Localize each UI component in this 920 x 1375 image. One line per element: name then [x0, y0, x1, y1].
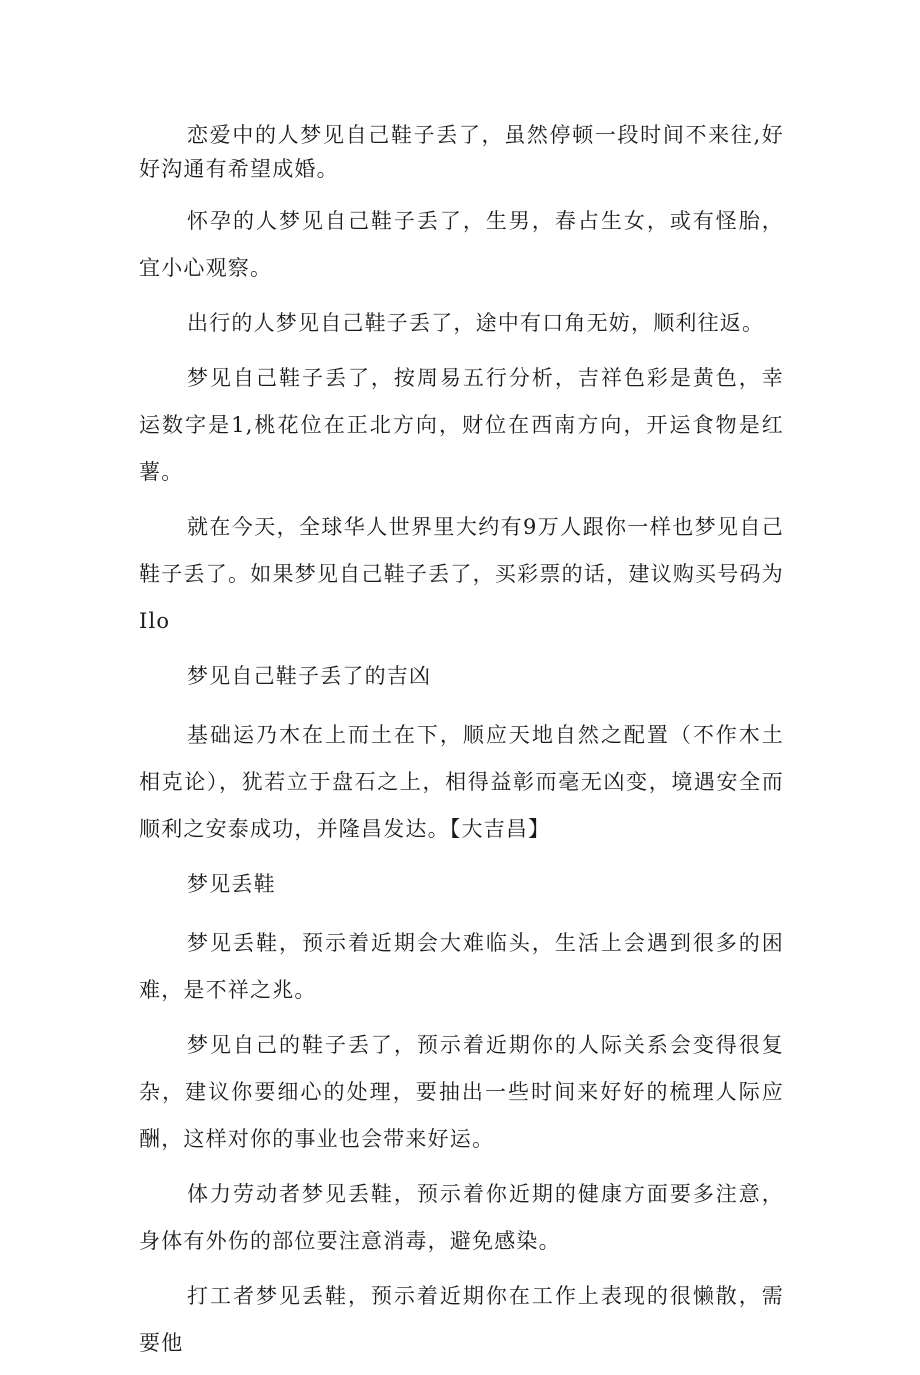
paragraph-basic-fortune: 基础运乃木在上而土在下，顺应天地自然之配置（不作木土相克论），犹若立于盘石之上，相得益彰而毫无凶变，境遇安全而顺利之安泰成功，并隆昌发达。【大吉昌】 [139, 723, 784, 841]
paragraph-love: 恋爱中的人梦见自己鞋子丢了，虽然停顿一段时间不来往,好好沟通有希望成婚。 [139, 123, 784, 181]
paragraph-manual-workers: 体力劳动者梦见丢鞋，预示着你近期的健康方面要多注意，身体有外伤的部位要注意消毒，避免感染。 [139, 1182, 784, 1253]
section-heading-fortune: 梦见自己鞋子丢了的吉凶 [187, 664, 432, 688]
paragraph-relationships: 梦见自己的鞋子丢了，预示着近期你的人际关系会变得很复杂，建议你要细心的处理，要抽出一些时间来好好的梳理人际应酬，这样对你的事业也会带来好运。 [139, 1033, 784, 1151]
paragraph-pregnant: 怀孕的人梦见自己鞋子丢了，生男，春占生女，或有怪胎，宜小心观察。 [139, 209, 784, 280]
section-heading-lost-shoes: 梦见丢鞋 [187, 872, 276, 896]
document-body [139, 118, 784, 1375]
paragraph-travel: 出行的人梦见自己鞋子丢了，途中有口角无妨，顺利往返。 [187, 311, 765, 335]
paragraph-lost-shoes-omen: 梦见丢鞋，预示着近期会大难临头，生活上会遇到很多的困难，是不祥之兆。 [139, 931, 784, 1002]
paragraph-five-elements: 梦见自己鞋子丢了，按周易五行分析，吉祥色彩是黄色，幸运数字是1,桃花位在正北方向，财位在西南方向，开运食物是红薯。 [139, 366, 784, 484]
paragraph-workers: 打工者梦见丢鞋，预示着近期你在工作上表现的很懒散，需要他 [139, 1284, 784, 1355]
paragraph-lottery: 就在今天，全球华人世界里大约有9万人跟你一样也梦见自己鞋子丢了。如果梦见自己鞋子丢了，买彩票的话，建议购买号码为Ilo [139, 515, 784, 633]
